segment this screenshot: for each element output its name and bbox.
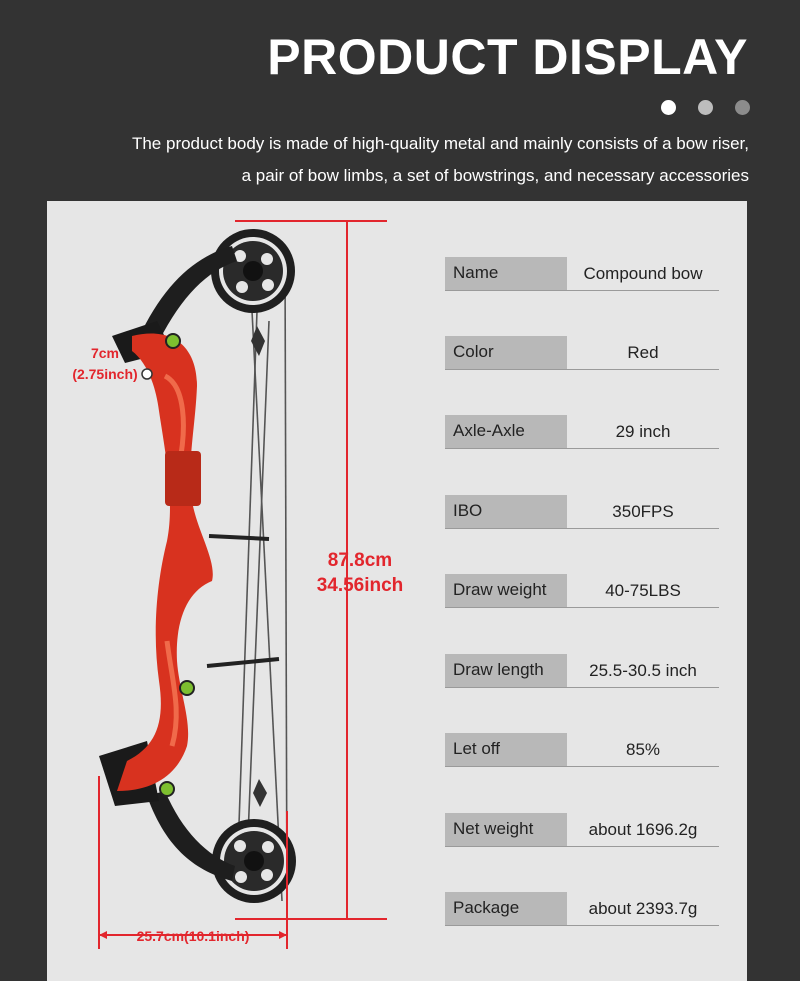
product-panel bbox=[47, 201, 747, 981]
spec-value: about 2393.7g bbox=[588, 899, 698, 918]
description-line-1: The product body is made of high-quality metal and mainly consists of a bow riser, bbox=[131, 134, 749, 153]
spec-label: Let off bbox=[445, 733, 567, 766]
spec-label: Draw weight bbox=[445, 574, 567, 607]
spec-value: Red bbox=[627, 343, 659, 362]
carousel-dots bbox=[661, 100, 750, 115]
carousel-dot-1[interactable] bbox=[661, 100, 676, 115]
product-description bbox=[49, 128, 749, 192]
spec-row-draw-length bbox=[445, 654, 719, 688]
spec-label: Net weight bbox=[445, 813, 567, 846]
spec-label: Name bbox=[445, 257, 567, 290]
riser-icon bbox=[117, 333, 213, 791]
spec-label: Draw length bbox=[445, 654, 567, 687]
spec-value: 350FPS bbox=[612, 502, 674, 521]
bottom-cam-icon bbox=[212, 819, 296, 903]
spec-label: Package bbox=[445, 892, 567, 925]
spec-value: 85% bbox=[625, 740, 661, 759]
top-cam-icon bbox=[211, 229, 295, 313]
description-line-2: a pair of bow limbs, a set of bowstrings, and necessary accessories bbox=[241, 166, 749, 185]
height-inch-label: 34.56inch bbox=[316, 575, 404, 596]
spec-label: IBO bbox=[445, 495, 567, 528]
carousel-dot-3[interactable] bbox=[735, 100, 750, 115]
spec-row-net-weight bbox=[445, 813, 719, 847]
spec-value: 29 inch bbox=[615, 422, 671, 441]
spec-row-draw-weight bbox=[445, 574, 719, 608]
spec-value: 40-75LBS bbox=[605, 581, 681, 600]
grip-cm-label: 7cm bbox=[90, 345, 120, 361]
grip-inch-label: (2.75inch) bbox=[72, 366, 138, 382]
spec-row-color bbox=[445, 336, 719, 370]
spec-row-name bbox=[445, 257, 719, 291]
spec-row-ibo bbox=[445, 495, 719, 529]
width-label: 25.7cm(10.1inch) bbox=[136, 928, 250, 944]
spec-value: Compound bow bbox=[583, 264, 703, 283]
spec-row-package bbox=[445, 892, 719, 926]
spec-value: about 1696.2g bbox=[588, 820, 698, 839]
height-cm-label: 87.8cm bbox=[327, 550, 393, 571]
spec-value: 25.5-30.5 inch bbox=[589, 661, 697, 680]
spec-row-let-off bbox=[445, 733, 719, 767]
carousel-dot-2[interactable] bbox=[698, 100, 713, 115]
spec-row-axle bbox=[445, 415, 719, 449]
spec-label: Axle-Axle bbox=[445, 415, 567, 448]
page-title: PRODUCT DISPLAY bbox=[267, 29, 748, 85]
spec-label: Color bbox=[445, 336, 567, 369]
